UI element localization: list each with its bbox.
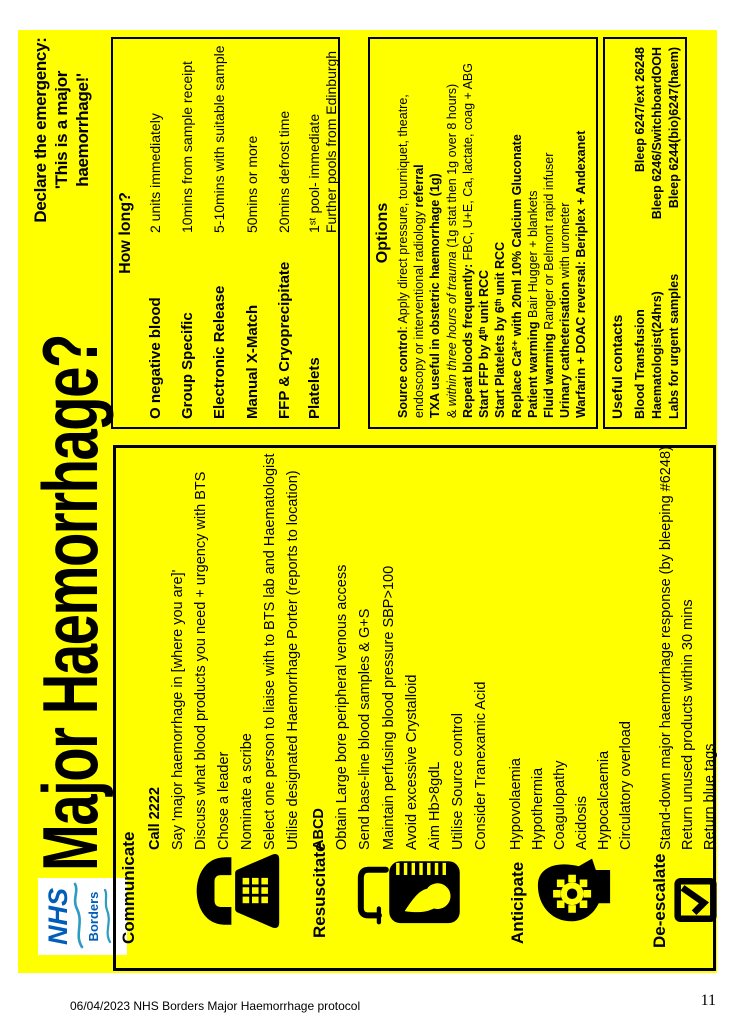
contact-row: [633, 47, 650, 419]
logo-wave-icon: [73, 882, 85, 952]
protocol-item: Coagulopathy: [552, 760, 568, 850]
protocol-item: Maintain perfusing blood pressure SBP>100: [380, 565, 397, 850]
protocol-item: Return unused products within 30 mins: [680, 599, 696, 850]
blood-product: Manual X-Match: [244, 304, 261, 419]
options-header: Options: [374, 202, 391, 264]
how-long-header: How long?: [117, 192, 134, 274]
contact-row: [650, 47, 667, 419]
declare-line2: 'This is a major: [52, 70, 71, 190]
blood-product: Group Specific: [179, 312, 196, 419]
protocol-item: Utilise Source control: [450, 713, 467, 850]
time-estimate: 2 units immediately: [147, 113, 163, 233]
page-footer: 06/04/2023 NHS Borders Major Haemorrhage protocol: [70, 999, 361, 1013]
protocol-item: Consider Tranexamic Acid: [473, 681, 490, 850]
blood-product: Platelets: [306, 357, 323, 419]
section-label: Anticipate: [508, 861, 527, 944]
protocol-item: Hypovolaemia: [508, 758, 524, 850]
contact-name: Blood Transfusion: [633, 309, 647, 419]
protocol-item: Acidosis: [574, 796, 590, 850]
protocol-item: Avoid excessive Crystalloid: [403, 674, 420, 850]
protocol-item: Hypothermia: [530, 767, 546, 850]
rotated-poster-content: [18, 30, 717, 973]
option-line: Fluid warming Ranger or Belmont rapid infuser: [541, 152, 556, 418]
checkbox-icon: [673, 876, 718, 924]
blood-product: Electronic Release: [211, 285, 228, 419]
option-line: endoscopy or interventional radiology referral: [412, 164, 427, 418]
section-deescalate: [116, 446, 718, 968]
option-line: Repeat bloods frequently: FBC, U+E, Ca, lactate, coag + ABG: [460, 63, 475, 418]
options-box: [368, 37, 598, 429]
protocol-item: Chose a leader: [216, 751, 232, 850]
logo-wave2-icon: [103, 888, 113, 946]
declare-line1: Declare the emergency:: [31, 37, 50, 223]
useful-contacts-box: [603, 37, 687, 429]
section-items: [658, 446, 724, 850]
protocol-item: Return blue tags: [702, 743, 718, 850]
contacts-header: Useful contacts: [609, 314, 625, 419]
protocol-item: Discuss what blood products you need + urgency with BTS: [193, 471, 209, 850]
declare-emergency-banner: [30, 35, 93, 225]
nhs-logo-text: NHS: [43, 888, 73, 946]
option-line: & within three hours of trauma (1g stat then 1g over 8 hours): [444, 83, 459, 418]
option-line: Start Platelets by 6ᵗʰ unit RCC: [493, 241, 508, 418]
section-label: De-escalate: [650, 853, 669, 948]
protocol-item: Stand-down major haemorrhage response (by bleeping #6248): [658, 446, 674, 850]
option-line: TXA useful in obstetric haemorrhage (1g): [428, 173, 443, 418]
option-line: Replace Ca²⁺ with 20ml 10% Calcium Gluconate: [510, 134, 525, 418]
protocol-item: Utilise designated Haemorrhage Porter (reports to location): [285, 470, 301, 850]
contact-bleep: Bleep 6244(bio)6247(haem): [667, 47, 681, 209]
section-label: Communicate: [119, 831, 138, 944]
time-estimate: 10mins from sample receipt: [179, 61, 195, 233]
blood-product: FFP & Cryoprecipitate: [276, 261, 293, 419]
option-line: Source control: Apply direct pressure, tourniquet, theatre,: [396, 94, 410, 418]
logo-region-text: Borders: [86, 891, 101, 942]
page-number: 11: [700, 992, 716, 1009]
contact-name: Labs for urgent samples: [667, 273, 681, 419]
contact-name: Haematologist(24hrs): [650, 291, 664, 419]
declare-line3: haemorrhage!': [73, 73, 92, 187]
blood-product: O negative blood: [147, 297, 164, 419]
main-protocol-box: [113, 445, 716, 971]
protocol-item: ABCD: [311, 808, 327, 850]
poster: [18, 30, 717, 973]
protocol-item: Hypocalcaemia: [596, 750, 612, 850]
section-label: Resuscitate: [310, 842, 329, 938]
protocol-item: Aim Hb>8gdL: [426, 761, 443, 850]
protocol-item: Circulatory overload: [618, 721, 634, 850]
protocol-item: Say 'major haemorrhage in [where you are]': [170, 569, 186, 850]
time-estimate: 1ˢᵗ pool- immediate Further pools from Edinburgh: [306, 50, 339, 233]
time-estimate: 50mins or more: [244, 135, 260, 233]
protocol-item: Nominate a scribe: [239, 733, 255, 850]
time-estimate: 20mins defrost time: [276, 110, 292, 233]
page-title: Major Haemorrhage?: [26, 335, 114, 871]
options-lines: [396, 43, 590, 418]
protocol-item: Obtain Large bore peripheral venous access: [334, 564, 351, 850]
contact-bleep: Bleep 6247/ext 26248: [633, 47, 647, 173]
contact-row: [667, 47, 684, 419]
time-estimate: 5-10mins with suitable sample: [211, 45, 227, 233]
contact-bleep: Bleep 6246/SwitchboardOOH: [650, 47, 664, 220]
how-long-table: [111, 37, 340, 429]
protocol-item: Select one person to liaise with to BTS lab and Haematologist: [262, 453, 278, 850]
protocol-item: Send base-line blood samples & G+S: [357, 608, 374, 850]
option-line: Patient warming Bair Hugger + blankets: [525, 190, 540, 418]
option-line: Urinary catheterisation with urometer: [557, 202, 572, 418]
protocol-item: Call 2222: [147, 787, 163, 850]
option-line: Warfarin + DOAC reversal: Beriplex + Andexanet: [574, 130, 589, 418]
option-line: Start FFP by 4ᵗʰ unit RCC: [476, 269, 491, 418]
